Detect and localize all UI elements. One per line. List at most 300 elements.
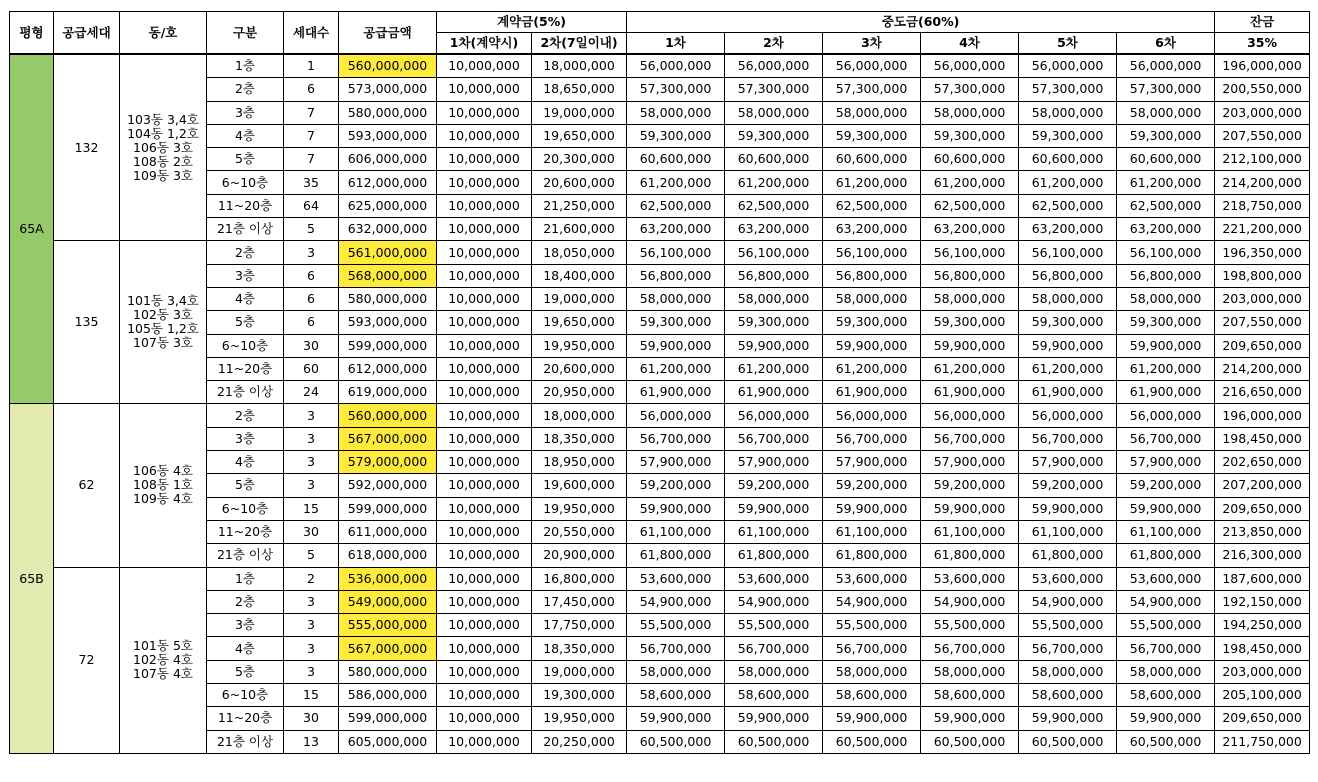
header-units: 세대수 bbox=[284, 12, 339, 55]
balance-cell: 212,100,000 bbox=[1215, 148, 1310, 171]
balance-cell: 198,450,000 bbox=[1215, 637, 1310, 660]
middle2-cell: 59,300,000 bbox=[725, 311, 823, 334]
contract1-cell: 10,000,000 bbox=[437, 614, 532, 637]
price-cell: 560,000,000 bbox=[339, 404, 437, 427]
contract2-cell: 20,950,000 bbox=[532, 381, 627, 404]
header-dong: 동/호 bbox=[120, 12, 207, 55]
supply-count: 132 bbox=[54, 54, 120, 241]
middle3-cell: 62,500,000 bbox=[823, 194, 921, 217]
middle4-cell: 56,700,000 bbox=[921, 427, 1019, 450]
middle5-cell: 62,500,000 bbox=[1019, 194, 1117, 217]
middle5-cell: 56,700,000 bbox=[1019, 427, 1117, 450]
middle5-cell: 58,000,000 bbox=[1019, 101, 1117, 124]
middle2-cell: 57,900,000 bbox=[725, 451, 823, 474]
middle2-cell: 59,900,000 bbox=[725, 334, 823, 357]
middle6-cell: 53,600,000 bbox=[1117, 567, 1215, 590]
middle3-cell: 60,600,000 bbox=[823, 148, 921, 171]
dong-item: 101동 3,4호 bbox=[127, 293, 199, 309]
middle3-cell: 56,100,000 bbox=[823, 241, 921, 264]
balance-cell: 209,650,000 bbox=[1215, 334, 1310, 357]
balance-cell: 218,750,000 bbox=[1215, 194, 1310, 217]
middle2-cell: 56,700,000 bbox=[725, 427, 823, 450]
contract2-cell: 18,350,000 bbox=[532, 637, 627, 660]
header-balance: 잔금 bbox=[1215, 12, 1310, 33]
contract2-cell: 19,000,000 bbox=[532, 287, 627, 310]
units-cell: 30 bbox=[284, 334, 339, 357]
middle3-cell: 56,000,000 bbox=[823, 404, 921, 427]
middle4-cell: 59,900,000 bbox=[921, 497, 1019, 520]
balance-cell: 196,000,000 bbox=[1215, 404, 1310, 427]
floor-cell: 2층 bbox=[207, 590, 284, 613]
floor-cell: 21층 이상 bbox=[207, 381, 284, 404]
units-cell: 3 bbox=[284, 660, 339, 683]
middle1-cell: 54,900,000 bbox=[627, 590, 725, 613]
middle6-cell: 59,300,000 bbox=[1117, 124, 1215, 147]
middle4-cell: 61,100,000 bbox=[921, 520, 1019, 543]
contract1-cell: 10,000,000 bbox=[437, 637, 532, 660]
balance-cell: 203,000,000 bbox=[1215, 660, 1310, 683]
middle2-cell: 56,000,000 bbox=[725, 404, 823, 427]
contract2-cell: 19,000,000 bbox=[532, 101, 627, 124]
middle4-cell: 59,200,000 bbox=[921, 474, 1019, 497]
balance-cell: 207,200,000 bbox=[1215, 474, 1310, 497]
units-cell: 3 bbox=[284, 637, 339, 660]
middle4-cell: 56,100,000 bbox=[921, 241, 1019, 264]
price-cell: 560,000,000 bbox=[339, 54, 437, 78]
price-cell: 619,000,000 bbox=[339, 381, 437, 404]
price-cell: 568,000,000 bbox=[339, 264, 437, 287]
price-cell: 573,000,000 bbox=[339, 78, 437, 101]
middle4-cell: 61,200,000 bbox=[921, 357, 1019, 380]
middle6-cell: 56,700,000 bbox=[1117, 427, 1215, 450]
contract1-cell: 10,000,000 bbox=[437, 241, 532, 264]
floor-cell: 11~20층 bbox=[207, 520, 284, 543]
units-cell: 30 bbox=[284, 707, 339, 730]
middle1-cell: 56,800,000 bbox=[627, 264, 725, 287]
contract2-cell: 19,000,000 bbox=[532, 660, 627, 683]
middle4-cell: 63,200,000 bbox=[921, 218, 1019, 241]
balance-cell: 211,750,000 bbox=[1215, 730, 1310, 753]
contract2-cell: 18,650,000 bbox=[532, 78, 627, 101]
units-cell: 3 bbox=[284, 590, 339, 613]
balance-cell: 221,200,000 bbox=[1215, 218, 1310, 241]
price-cell: 632,000,000 bbox=[339, 218, 437, 241]
units-cell: 15 bbox=[284, 497, 339, 520]
middle6-cell: 58,000,000 bbox=[1117, 101, 1215, 124]
dong-item: 102동 4호 bbox=[133, 652, 193, 668]
units-cell: 6 bbox=[284, 311, 339, 334]
contract1-cell: 10,000,000 bbox=[437, 54, 532, 78]
middle4-cell: 59,900,000 bbox=[921, 334, 1019, 357]
middle6-cell: 59,300,000 bbox=[1117, 311, 1215, 334]
units-cell: 3 bbox=[284, 427, 339, 450]
balance-cell: 209,650,000 bbox=[1215, 497, 1310, 520]
units-cell: 24 bbox=[284, 381, 339, 404]
table-row bbox=[10, 54, 1310, 78]
price-cell: 606,000,000 bbox=[339, 148, 437, 171]
floor-cell: 4층 bbox=[207, 451, 284, 474]
middle5-cell: 59,300,000 bbox=[1019, 124, 1117, 147]
units-cell: 6 bbox=[284, 287, 339, 310]
middle1-cell: 61,200,000 bbox=[627, 171, 725, 194]
middle4-cell: 58,000,000 bbox=[921, 287, 1019, 310]
contract1-cell: 10,000,000 bbox=[437, 474, 532, 497]
contract1-cell: 10,000,000 bbox=[437, 194, 532, 217]
contract2-cell: 17,750,000 bbox=[532, 614, 627, 637]
table-body bbox=[10, 54, 1310, 753]
balance-cell: 192,150,000 bbox=[1215, 590, 1310, 613]
middle4-cell: 54,900,000 bbox=[921, 590, 1019, 613]
supply-count: 72 bbox=[54, 567, 120, 753]
units-cell: 6 bbox=[284, 78, 339, 101]
unit-type-label: 65B bbox=[10, 404, 54, 753]
middle2-cell: 61,100,000 bbox=[725, 520, 823, 543]
floor-cell: 11~20층 bbox=[207, 357, 284, 380]
price-cell: 599,000,000 bbox=[339, 497, 437, 520]
floor-cell: 6~10층 bbox=[207, 684, 284, 707]
contract1-cell: 10,000,000 bbox=[437, 148, 532, 171]
units-cell: 3 bbox=[284, 451, 339, 474]
middle1-cell: 56,700,000 bbox=[627, 427, 725, 450]
middle4-cell: 59,300,000 bbox=[921, 124, 1019, 147]
header-supply: 공급세대 bbox=[54, 12, 120, 55]
contract2-cell: 19,650,000 bbox=[532, 124, 627, 147]
balance-cell: 213,850,000 bbox=[1215, 520, 1310, 543]
middle4-cell: 58,000,000 bbox=[921, 660, 1019, 683]
middle3-cell: 59,900,000 bbox=[823, 334, 921, 357]
middle6-cell: 61,800,000 bbox=[1117, 544, 1215, 567]
contract2-cell: 18,000,000 bbox=[532, 54, 627, 78]
middle2-cell: 61,800,000 bbox=[725, 544, 823, 567]
balance-cell: 207,550,000 bbox=[1215, 124, 1310, 147]
dong-item: 106동 4호 bbox=[133, 463, 193, 479]
middle6-cell: 60,600,000 bbox=[1117, 148, 1215, 171]
payment-schedule-table bbox=[9, 11, 1310, 754]
middle3-cell: 58,000,000 bbox=[823, 101, 921, 124]
units-cell: 1 bbox=[284, 54, 339, 78]
middle1-cell: 61,800,000 bbox=[627, 544, 725, 567]
header-contract: 계약금(5%) bbox=[437, 12, 627, 33]
contract1-cell: 10,000,000 bbox=[437, 404, 532, 427]
middle1-cell: 59,300,000 bbox=[627, 124, 725, 147]
dong-list bbox=[120, 54, 207, 241]
middle2-cell: 60,500,000 bbox=[725, 730, 823, 753]
price-cell: 555,000,000 bbox=[339, 614, 437, 637]
middle1-cell: 59,900,000 bbox=[627, 334, 725, 357]
floor-cell: 2층 bbox=[207, 404, 284, 427]
middle2-cell: 59,900,000 bbox=[725, 497, 823, 520]
price-cell: 593,000,000 bbox=[339, 311, 437, 334]
middle4-cell: 60,600,000 bbox=[921, 148, 1019, 171]
middle5-cell: 57,900,000 bbox=[1019, 451, 1117, 474]
balance-cell: 194,250,000 bbox=[1215, 614, 1310, 637]
contract2-cell: 20,900,000 bbox=[532, 544, 627, 567]
middle6-cell: 59,200,000 bbox=[1117, 474, 1215, 497]
middle2-cell: 56,000,000 bbox=[725, 54, 823, 78]
units-cell: 15 bbox=[284, 684, 339, 707]
floor-cell: 2층 bbox=[207, 241, 284, 264]
contract1-cell: 10,000,000 bbox=[437, 287, 532, 310]
units-cell: 5 bbox=[284, 218, 339, 241]
header-middle-5: 5차 bbox=[1019, 33, 1117, 55]
middle5-cell: 53,600,000 bbox=[1019, 567, 1117, 590]
units-cell: 13 bbox=[284, 730, 339, 753]
dong-item: 102동 3호 bbox=[133, 307, 193, 323]
middle3-cell: 56,700,000 bbox=[823, 427, 921, 450]
contract1-cell: 10,000,000 bbox=[437, 684, 532, 707]
middle5-cell: 59,900,000 bbox=[1019, 707, 1117, 730]
middle4-cell: 61,800,000 bbox=[921, 544, 1019, 567]
table-row bbox=[10, 241, 1310, 264]
middle6-cell: 56,100,000 bbox=[1117, 241, 1215, 264]
contract1-cell: 10,000,000 bbox=[437, 497, 532, 520]
middle3-cell: 57,900,000 bbox=[823, 451, 921, 474]
middle2-cell: 56,100,000 bbox=[725, 241, 823, 264]
balance-cell: 200,550,000 bbox=[1215, 78, 1310, 101]
units-cell: 2 bbox=[284, 567, 339, 590]
dong-list bbox=[120, 567, 207, 753]
middle5-cell: 58,000,000 bbox=[1019, 287, 1117, 310]
middle2-cell: 56,800,000 bbox=[725, 264, 823, 287]
header-middle-4: 4차 bbox=[921, 33, 1019, 55]
contract1-cell: 10,000,000 bbox=[437, 264, 532, 287]
middle6-cell: 59,900,000 bbox=[1117, 497, 1215, 520]
units-cell: 3 bbox=[284, 241, 339, 264]
middle2-cell: 58,000,000 bbox=[725, 287, 823, 310]
middle6-cell: 63,200,000 bbox=[1117, 218, 1215, 241]
header-contract-2: 2차(7일이내) bbox=[532, 33, 627, 55]
middle1-cell: 59,900,000 bbox=[627, 707, 725, 730]
contract2-cell: 18,400,000 bbox=[532, 264, 627, 287]
middle2-cell: 61,900,000 bbox=[725, 381, 823, 404]
price-cell: 579,000,000 bbox=[339, 451, 437, 474]
floor-cell: 5층 bbox=[207, 660, 284, 683]
middle5-cell: 55,500,000 bbox=[1019, 614, 1117, 637]
middle5-cell: 59,900,000 bbox=[1019, 334, 1117, 357]
units-cell: 60 bbox=[284, 357, 339, 380]
middle1-cell: 56,000,000 bbox=[627, 404, 725, 427]
middle3-cell: 56,700,000 bbox=[823, 637, 921, 660]
middle1-cell: 53,600,000 bbox=[627, 567, 725, 590]
contract2-cell: 21,250,000 bbox=[532, 194, 627, 217]
contract2-cell: 20,250,000 bbox=[532, 730, 627, 753]
floor-cell: 21층 이상 bbox=[207, 218, 284, 241]
contract1-cell: 10,000,000 bbox=[437, 124, 532, 147]
middle3-cell: 61,800,000 bbox=[823, 544, 921, 567]
middle3-cell: 58,000,000 bbox=[823, 287, 921, 310]
balance-cell: 207,550,000 bbox=[1215, 311, 1310, 334]
middle6-cell: 56,000,000 bbox=[1117, 404, 1215, 427]
price-cell: 549,000,000 bbox=[339, 590, 437, 613]
middle2-cell: 53,600,000 bbox=[725, 567, 823, 590]
middle6-cell: 59,900,000 bbox=[1117, 707, 1215, 730]
floor-cell: 4층 bbox=[207, 287, 284, 310]
supply-count: 62 bbox=[54, 404, 120, 567]
floor-cell: 11~20층 bbox=[207, 194, 284, 217]
middle2-cell: 54,900,000 bbox=[725, 590, 823, 613]
price-cell: 536,000,000 bbox=[339, 567, 437, 590]
contract2-cell: 19,950,000 bbox=[532, 334, 627, 357]
middle4-cell: 58,000,000 bbox=[921, 101, 1019, 124]
contract1-cell: 10,000,000 bbox=[437, 334, 532, 357]
middle1-cell: 59,900,000 bbox=[627, 497, 725, 520]
price-cell: 593,000,000 bbox=[339, 124, 437, 147]
price-cell: 612,000,000 bbox=[339, 357, 437, 380]
floor-cell: 6~10층 bbox=[207, 334, 284, 357]
middle2-cell: 58,000,000 bbox=[725, 101, 823, 124]
units-cell: 6 bbox=[284, 264, 339, 287]
contract2-cell: 18,950,000 bbox=[532, 451, 627, 474]
middle3-cell: 56,800,000 bbox=[823, 264, 921, 287]
middle1-cell: 57,300,000 bbox=[627, 78, 725, 101]
middle5-cell: 56,000,000 bbox=[1019, 54, 1117, 78]
floor-cell: 6~10층 bbox=[207, 171, 284, 194]
middle2-cell: 62,500,000 bbox=[725, 194, 823, 217]
contract2-cell: 18,050,000 bbox=[532, 241, 627, 264]
balance-cell: 203,000,000 bbox=[1215, 287, 1310, 310]
floor-cell: 1층 bbox=[207, 567, 284, 590]
contract1-cell: 10,000,000 bbox=[437, 311, 532, 334]
middle6-cell: 62,500,000 bbox=[1117, 194, 1215, 217]
header-floor: 구분 bbox=[207, 12, 284, 55]
middle6-cell: 61,100,000 bbox=[1117, 520, 1215, 543]
middle4-cell: 59,900,000 bbox=[921, 707, 1019, 730]
middle2-cell: 57,300,000 bbox=[725, 78, 823, 101]
middle5-cell: 61,900,000 bbox=[1019, 381, 1117, 404]
middle6-cell: 54,900,000 bbox=[1117, 590, 1215, 613]
floor-cell: 1층 bbox=[207, 54, 284, 78]
middle1-cell: 60,600,000 bbox=[627, 148, 725, 171]
floor-cell: 5층 bbox=[207, 311, 284, 334]
units-cell: 7 bbox=[284, 101, 339, 124]
price-cell: 599,000,000 bbox=[339, 334, 437, 357]
price-cell: 599,000,000 bbox=[339, 707, 437, 730]
contract1-cell: 10,000,000 bbox=[437, 660, 532, 683]
units-cell: 64 bbox=[284, 194, 339, 217]
middle3-cell: 58,000,000 bbox=[823, 660, 921, 683]
contract2-cell: 16,800,000 bbox=[532, 567, 627, 590]
middle6-cell: 56,000,000 bbox=[1117, 54, 1215, 78]
units-cell: 5 bbox=[284, 544, 339, 567]
middle1-cell: 61,900,000 bbox=[627, 381, 725, 404]
middle5-cell: 61,200,000 bbox=[1019, 357, 1117, 380]
middle1-cell: 55,500,000 bbox=[627, 614, 725, 637]
contract1-cell: 10,000,000 bbox=[437, 520, 532, 543]
floor-cell: 3층 bbox=[207, 614, 284, 637]
price-cell: 618,000,000 bbox=[339, 544, 437, 567]
middle3-cell: 57,300,000 bbox=[823, 78, 921, 101]
floor-cell: 5층 bbox=[207, 148, 284, 171]
header-middle-3: 3차 bbox=[823, 33, 921, 55]
middle5-cell: 58,600,000 bbox=[1019, 684, 1117, 707]
price-cell: 612,000,000 bbox=[339, 171, 437, 194]
contract2-cell: 21,600,000 bbox=[532, 218, 627, 241]
middle2-cell: 58,000,000 bbox=[725, 660, 823, 683]
dong-item: 109동 4호 bbox=[133, 491, 193, 507]
balance-cell: 198,450,000 bbox=[1215, 427, 1310, 450]
middle3-cell: 60,500,000 bbox=[823, 730, 921, 753]
contract1-cell: 10,000,000 bbox=[437, 101, 532, 124]
units-cell: 7 bbox=[284, 148, 339, 171]
balance-cell: 214,200,000 bbox=[1215, 171, 1310, 194]
middle3-cell: 61,100,000 bbox=[823, 520, 921, 543]
middle4-cell: 59,300,000 bbox=[921, 311, 1019, 334]
middle6-cell: 60,500,000 bbox=[1117, 730, 1215, 753]
middle6-cell: 56,800,000 bbox=[1117, 264, 1215, 287]
middle2-cell: 63,200,000 bbox=[725, 218, 823, 241]
units-cell: 30 bbox=[284, 520, 339, 543]
header-middle-6: 6차 bbox=[1117, 33, 1215, 55]
contract1-cell: 10,000,000 bbox=[437, 544, 532, 567]
middle2-cell: 60,600,000 bbox=[725, 148, 823, 171]
floor-cell: 5층 bbox=[207, 474, 284, 497]
middle1-cell: 58,000,000 bbox=[627, 101, 725, 124]
middle3-cell: 56,000,000 bbox=[823, 54, 921, 78]
header-contract-1: 1차(계약시) bbox=[437, 33, 532, 55]
supply-count: 135 bbox=[54, 241, 120, 404]
middle5-cell: 56,100,000 bbox=[1019, 241, 1117, 264]
price-cell: 611,000,000 bbox=[339, 520, 437, 543]
middle5-cell: 60,500,000 bbox=[1019, 730, 1117, 753]
floor-cell: 4층 bbox=[207, 637, 284, 660]
middle3-cell: 61,900,000 bbox=[823, 381, 921, 404]
contract1-cell: 10,000,000 bbox=[437, 357, 532, 380]
balance-cell: 202,650,000 bbox=[1215, 451, 1310, 474]
middle5-cell: 61,100,000 bbox=[1019, 520, 1117, 543]
middle5-cell: 61,200,000 bbox=[1019, 171, 1117, 194]
middle4-cell: 57,900,000 bbox=[921, 451, 1019, 474]
middle4-cell: 62,500,000 bbox=[921, 194, 1019, 217]
price-cell: 561,000,000 bbox=[339, 241, 437, 264]
contract2-cell: 19,950,000 bbox=[532, 707, 627, 730]
header-balance-pct: 35% bbox=[1215, 33, 1310, 55]
price-cell: 567,000,000 bbox=[339, 637, 437, 660]
middle5-cell: 61,800,000 bbox=[1019, 544, 1117, 567]
contract2-cell: 19,650,000 bbox=[532, 311, 627, 334]
contract1-cell: 10,000,000 bbox=[437, 427, 532, 450]
contract2-cell: 19,600,000 bbox=[532, 474, 627, 497]
middle3-cell: 61,200,000 bbox=[823, 357, 921, 380]
dong-list bbox=[120, 404, 207, 567]
balance-cell: 209,650,000 bbox=[1215, 707, 1310, 730]
dong-item: 106동 3호 bbox=[133, 139, 193, 155]
header-middle: 중도금(60%) bbox=[627, 12, 1215, 33]
contract2-cell: 20,600,000 bbox=[532, 357, 627, 380]
balance-cell: 196,000,000 bbox=[1215, 54, 1310, 78]
middle4-cell: 58,600,000 bbox=[921, 684, 1019, 707]
middle6-cell: 55,500,000 bbox=[1117, 614, 1215, 637]
floor-cell: 4층 bbox=[207, 124, 284, 147]
middle3-cell: 53,600,000 bbox=[823, 567, 921, 590]
middle2-cell: 61,200,000 bbox=[725, 357, 823, 380]
balance-cell: 216,300,000 bbox=[1215, 544, 1310, 567]
middle5-cell: 59,200,000 bbox=[1019, 474, 1117, 497]
middle6-cell: 58,000,000 bbox=[1117, 660, 1215, 683]
table-row bbox=[10, 567, 1310, 590]
header-type: 평형 bbox=[10, 12, 54, 55]
middle5-cell: 58,000,000 bbox=[1019, 660, 1117, 683]
dong-item: 107동 3호 bbox=[133, 335, 193, 351]
price-cell: 567,000,000 bbox=[339, 427, 437, 450]
price-cell: 592,000,000 bbox=[339, 474, 437, 497]
units-cell: 7 bbox=[284, 124, 339, 147]
price-cell: 605,000,000 bbox=[339, 730, 437, 753]
table-row bbox=[10, 404, 1310, 427]
middle6-cell: 56,700,000 bbox=[1117, 637, 1215, 660]
middle1-cell: 56,700,000 bbox=[627, 637, 725, 660]
contract2-cell: 18,350,000 bbox=[532, 427, 627, 450]
floor-cell: 11~20층 bbox=[207, 707, 284, 730]
